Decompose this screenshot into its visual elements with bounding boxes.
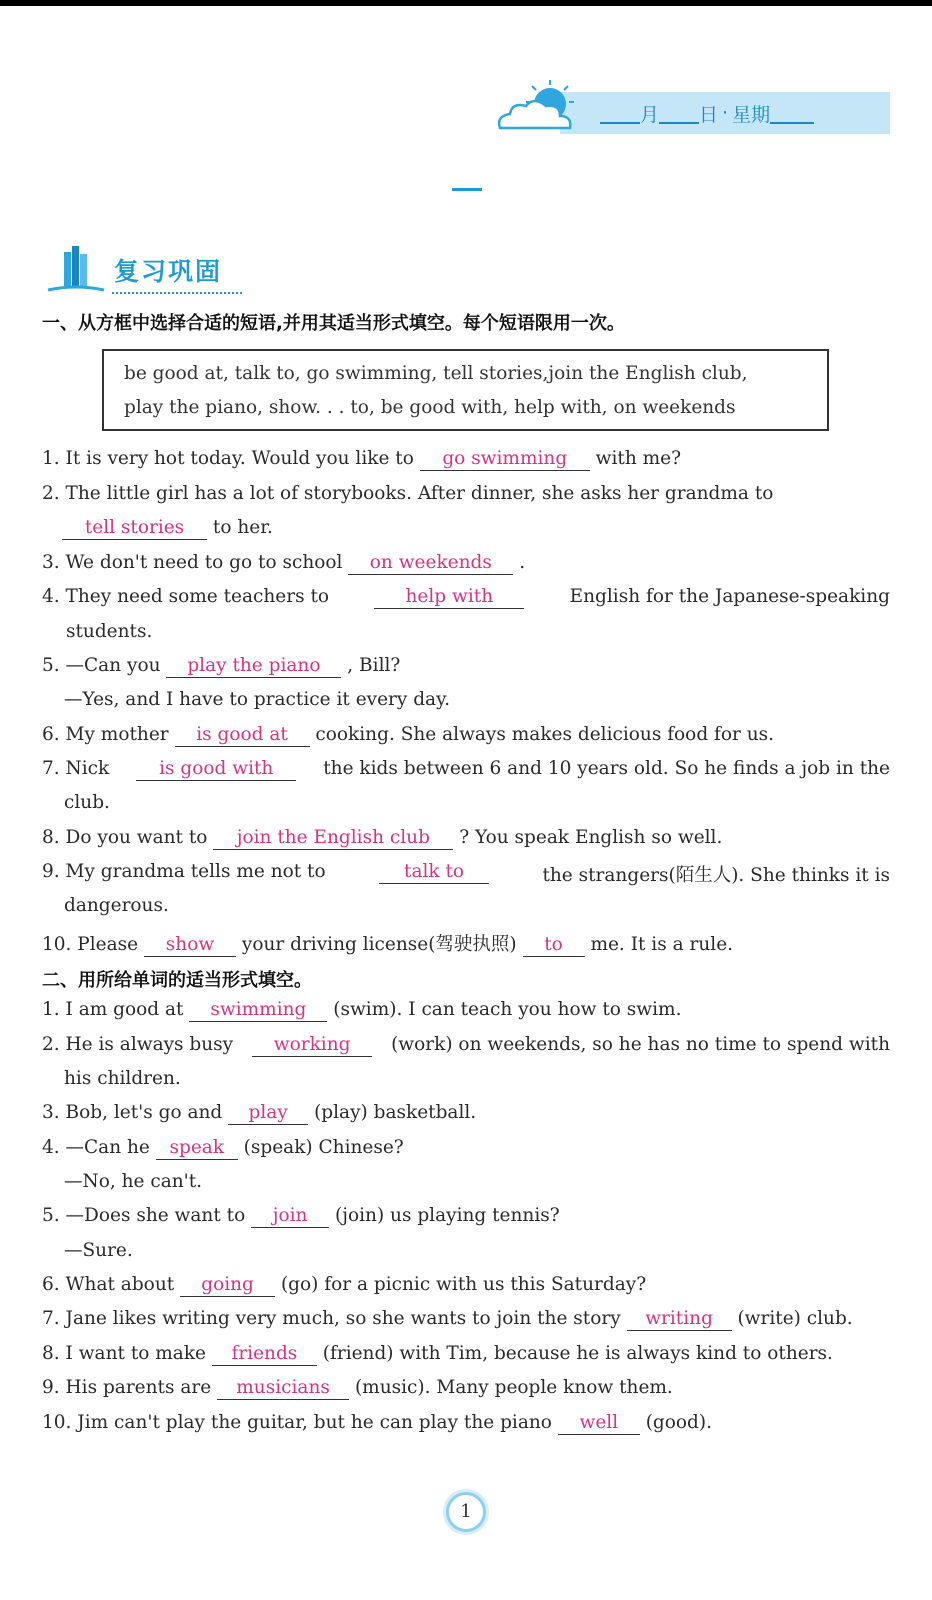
separator: · — [722, 102, 729, 124]
answer-blank[interactable]: go swimming — [420, 448, 590, 471]
answer-blank[interactable]: tell stories — [62, 517, 207, 540]
p1-q1 — [42, 448, 681, 471]
answer-blank[interactable]: on weekends — [348, 552, 513, 575]
section-underline — [112, 290, 242, 294]
q-text: 8. I want to make — [42, 1343, 206, 1364]
day-blank[interactable] — [659, 102, 699, 124]
p1-q7 — [42, 758, 890, 781]
word-box-line1: be good at, talk to, go swimming, tell stories,join the English club, — [124, 363, 748, 384]
p1-q5 — [42, 655, 400, 678]
p1-q2-line1 — [42, 483, 890, 504]
q-text: 10. Jim can't play the guitar, but he can play the piano — [42, 1412, 552, 1433]
answer-blank[interactable]: writing — [627, 1308, 732, 1331]
p2-q9 — [42, 1377, 673, 1400]
answer-blank[interactable]: friends — [212, 1343, 317, 1366]
section-title: 复习巩固 — [114, 257, 223, 286]
answer-blank[interactable]: well — [558, 1412, 640, 1435]
p1-q8 — [42, 827, 722, 850]
q-text: the strangers(陌生人). She thinks it is — [542, 865, 890, 886]
p1-q9 — [42, 861, 890, 887]
answer-blank[interactable]: join the English club — [213, 827, 453, 850]
answer-blank[interactable]: to — [523, 934, 585, 957]
q-text: (swim). I can teach you how to swim. — [333, 999, 682, 1020]
answer-blank[interactable]: help with — [374, 586, 524, 609]
q-text: with me? — [595, 448, 682, 469]
q-text: 5. —Does she want to — [42, 1205, 246, 1226]
q-text: 7. Jane likes writing very much, so she wants to join the story — [42, 1308, 621, 1329]
date-line — [600, 98, 890, 128]
unit-marker — [452, 188, 482, 191]
q-text: 3. We don't need to go to school — [42, 552, 343, 573]
part1-heading: 一、从方框中选择合适的短语,并用其适当形式填空。每个短语限用一次。 — [42, 313, 625, 334]
q-text: (work) on weekends, so he has no time to spend with — [391, 1034, 890, 1055]
q-text: cooking. She always makes delicious food for us. — [315, 724, 775, 745]
p2-q6 — [42, 1274, 646, 1297]
q-text: 6. What about — [42, 1274, 175, 1295]
page-number: 1 — [446, 1492, 486, 1532]
answer-blank[interactable]: musicians — [217, 1377, 349, 1400]
q-text: ? You speak English so well. — [459, 827, 723, 848]
p2-q5 — [42, 1205, 560, 1228]
q-text: . — [519, 552, 526, 573]
q-text: English for the Japanese-speaking — [569, 586, 890, 607]
week-label: 星期 — [732, 103, 771, 126]
p1-q6 — [42, 724, 774, 747]
p2-q7 — [42, 1308, 853, 1331]
answer-blank[interactable]: speak — [156, 1137, 238, 1160]
q-text: 4. —Can he — [42, 1137, 150, 1158]
p2-q2 — [42, 1034, 890, 1057]
p1-q7-line2: club. — [64, 792, 110, 813]
answer-blank[interactable]: play — [228, 1102, 308, 1125]
part2-heading: 二、用所给单词的适当形式填空。 — [42, 970, 312, 991]
day-label: 日 — [699, 103, 719, 126]
p2-q10 — [42, 1412, 712, 1435]
q-text: (good). — [645, 1412, 712, 1433]
p2-q3 — [42, 1102, 476, 1125]
answer-blank[interactable]: going — [180, 1274, 275, 1297]
q-text: 1. I am good at — [42, 999, 184, 1020]
week-blank[interactable] — [770, 102, 814, 124]
q-text: (speak) Chinese? — [243, 1137, 404, 1158]
q-text: (write) club. — [737, 1308, 853, 1329]
q-text: , Bill? — [347, 655, 401, 676]
q-text: (go) for a picnic with us this Saturday? — [280, 1274, 647, 1295]
q-text: 2. The little girl has a lot of storybooks. After dinner, she asks her grandma to — [42, 483, 774, 504]
q-text: 9. His parents are — [42, 1377, 212, 1398]
word-box — [102, 349, 829, 431]
q-text: 7. Nick — [42, 758, 110, 779]
q-text: 8. Do you want to — [42, 827, 208, 848]
p1-q5-line2: —Yes, and I have to practice it every day. — [64, 689, 450, 710]
answer-blank[interactable]: play the piano — [166, 655, 341, 678]
q-text: 1. It is very hot today. Would you like to — [42, 448, 414, 469]
books-icon — [46, 238, 116, 296]
q-text: 9. My grandma tells me not to — [42, 861, 326, 882]
p1-q2-line2 — [62, 517, 273, 540]
q-text: (friend) with Tim, because he is always kind to others. — [322, 1343, 833, 1364]
top-bar — [0, 0, 932, 6]
p2-q4-line2: —No, he can't. — [64, 1171, 203, 1192]
p2-q2-line2: his children. — [64, 1068, 181, 1089]
p1-q4-line2: students. — [66, 621, 153, 642]
q-text: 10. Please — [42, 934, 139, 955]
q-text: me. It is a rule. — [590, 934, 734, 955]
answer-blank[interactable]: show — [144, 934, 236, 957]
answer-blank[interactable]: is good at — [175, 724, 310, 747]
q-text: 5. —Can you — [42, 655, 161, 676]
q-text: the kids between 6 and 10 years old. So he finds a job in the — [323, 758, 890, 779]
answer-blank[interactable]: swimming — [189, 999, 327, 1022]
month-label: 月 — [640, 103, 660, 126]
p2-q5-line2: —Sure. — [64, 1240, 133, 1261]
p1-q3 — [42, 552, 525, 575]
q-text: 6. My mother — [42, 724, 169, 745]
q-text: (play) basketball. — [314, 1102, 477, 1123]
p1-q10 — [42, 930, 733, 957]
q-text: (join) us playing tennis? — [335, 1205, 560, 1226]
answer-blank[interactable]: join — [251, 1205, 329, 1228]
p2-q8 — [42, 1343, 833, 1366]
q-text: 3. Bob, let's go and — [42, 1102, 223, 1123]
q-text: 4. They need some teachers to — [42, 586, 330, 607]
p1-q4 — [42, 586, 890, 609]
p1-q9-line2: dangerous. — [64, 895, 169, 916]
answer-blank[interactable]: working — [252, 1034, 372, 1057]
q-text: (music). Many people know them. — [354, 1377, 673, 1398]
answer-blank[interactable]: is good with — [136, 758, 296, 781]
p2-q1 — [42, 999, 681, 1022]
q-text: your driving license(驾驶执照) — [241, 934, 517, 955]
sun-cloud-icon — [492, 76, 592, 142]
q-text: 2. He is always busy — [42, 1034, 234, 1055]
word-box-line2: play the piano, show. . . to, be good with, help with, on weekends — [124, 397, 736, 418]
month-blank[interactable] — [600, 102, 640, 124]
q-text: to her. — [212, 517, 273, 538]
answer-blank[interactable]: talk to — [379, 861, 489, 884]
p2-q4 — [42, 1137, 404, 1160]
